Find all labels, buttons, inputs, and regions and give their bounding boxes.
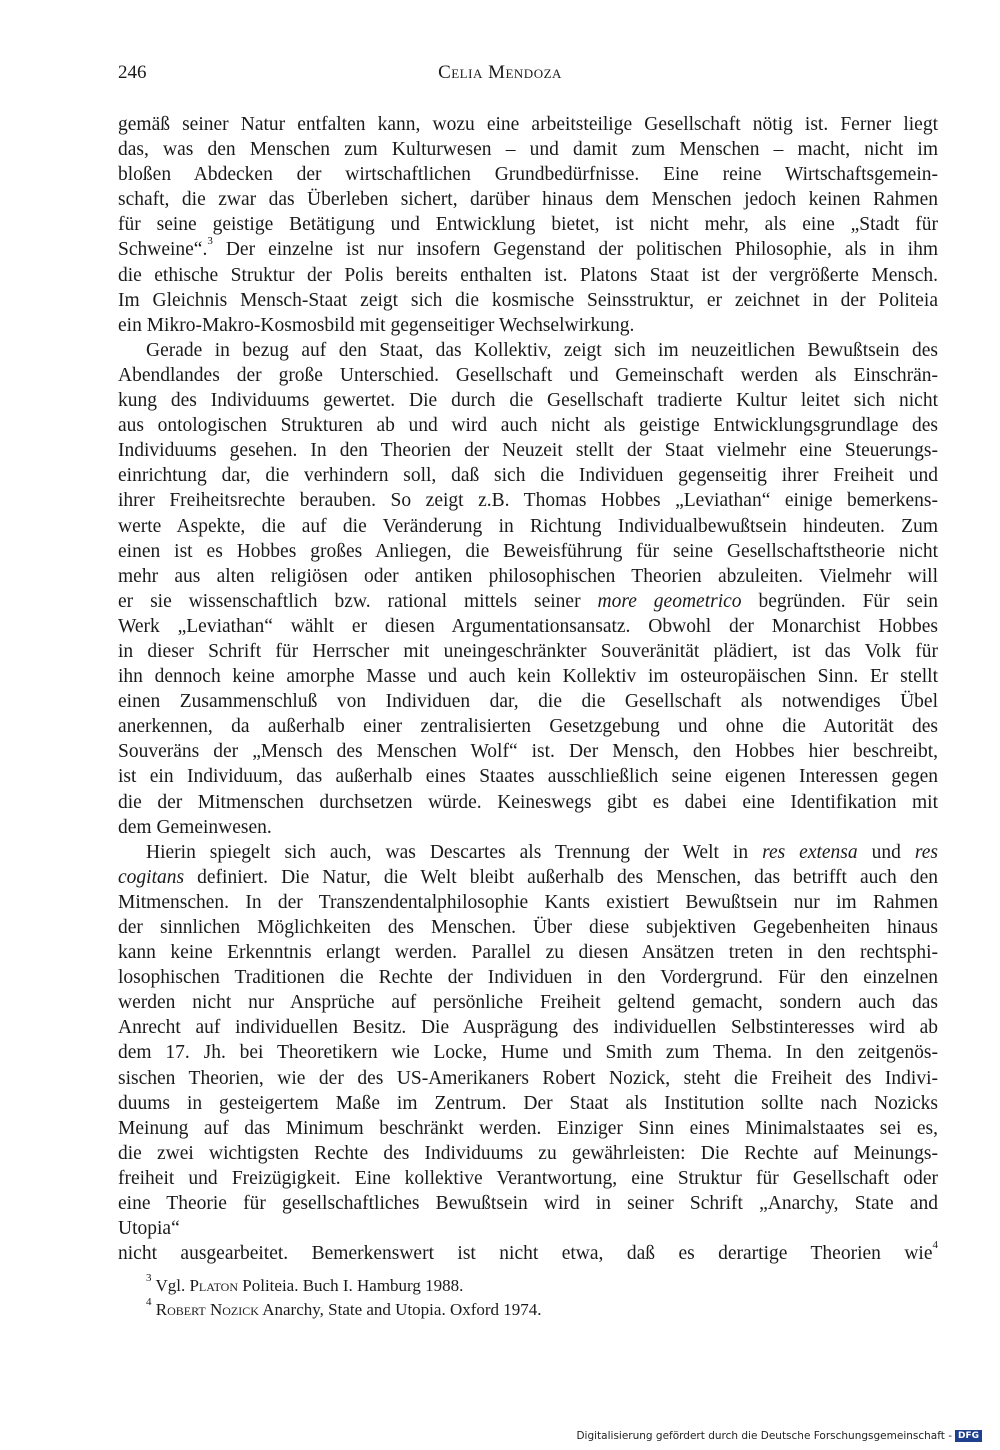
text-line: die ethische Struktur der Polis bereits enthalten ist. Platons Staat ist der vergrößerte Mensch.: [118, 264, 938, 286]
text-line: einen Zusammenschluß von Individuen dar, die die Gesellschaft als notwendiges Übel: [118, 691, 938, 713]
text-line: einrichtung dar, die verhindern soll, daß sich die Individuen gegenseitig ihrer Freiheit und: [118, 465, 938, 487]
text-line: der sinnlichen Möglichkeiten des Menschen. Über diese subjektiven Gegebenheiten hinaus: [118, 917, 938, 938]
text-line: er sie wissenschaftlich bzw. rational mittels seiner more geometrico begründen. Für sein: [118, 590, 939, 612]
text-line: Gerade in bezug auf den Staat, das Kollektiv, zeigt sich im neuzeitlichen Bewußtsein des: [146, 339, 938, 361]
text-line: werte Aspekte, die auf die Veränderung in Richtung Individualbewußtsein hindeuten. Zum: [118, 515, 938, 537]
text-line: anerkennen, da außerhalb einer zentralisierten Gesetzgebung und ohne die Autorität des: [118, 716, 938, 738]
page-number: 246: [118, 62, 147, 83]
text-line: die zwei wichtigsten Rechte des Individuums zu gewährleisten: Die Rechte auf Meinungs-: [118, 1142, 938, 1164]
body-text: [118, 112, 938, 1266]
text-line: ist ein Individuum, das außerhalb eines Staates ausschließlich seine eigenen Interessen gegen: [118, 766, 938, 788]
text-line: gemäß seiner Natur entfalten kann, wozu eine arbeitsteilige Gesellschaft nötig ist. Ferner liegt: [118, 114, 938, 135]
text-line: losophischen Traditionen die Rechte der Individuen in den Vordergrund. Für den einzelnen: [118, 967, 938, 989]
text-line: in dieser Schrift für Herrscher mit uneingeschränkter Souveränität plädiert, ist das Volk für: [118, 640, 938, 662]
text-line: schaft, die zwar das Überleben sichert, darüber hinaus dem Menschen jedoch keinen Rahmen: [118, 189, 938, 211]
text-line: Utopia“: [118, 1218, 180, 1240]
running-head: Celia Mendoza: [438, 62, 562, 83]
text-line: freiheit und Freizügigkeit. Eine kollektive Verantwortung, eine Struktur für Gesellschaft oder: [118, 1167, 938, 1189]
footnote-ref: 4: [932, 1239, 938, 1252]
text-line: Schweine“.$^3$ Der einzelne ist nur insofern Gegenstand der politischen Philosophie, als in ihm: [118, 235, 938, 261]
text-line: mehr aus alten religiösen oder antiken philosophischen Theorien abzuleiten. Vielmehr will: [118, 565, 938, 587]
text-line: die der Mitmenschen durchsetzen würde. Keineswegs gibt es dabei eine Identifikation mit: [118, 791, 938, 813]
digitization-credit: [576, 1430, 982, 1442]
footnotes: [146, 1274, 542, 1322]
text-line: dem Gemeinwesen.: [118, 816, 272, 838]
text-line: für seine geistige Betätigung und Entwicklung bietet, ist nicht mehr, als eine „Stadt für: [118, 214, 938, 236]
text-line: nicht ausgearbeitet. Bemerkenswert ist nicht etwa, daß es derartige Theorien wie$^4$: [118, 1239, 938, 1265]
text-line: Meinung auf das Minimum beschränkt werden. Einziger Sinn eines Minimalstaates sei es,: [118, 1117, 938, 1139]
text-line: kung des Individuums gewertet. Die durch die Gesellschaft tradierte Kultur leitet sich nicht: [118, 390, 938, 412]
text-line: ihn dennoch keine amorphe Masse und auch kein Kollektiv im osteuropäischen Sinn. Er stellt: [118, 666, 938, 688]
footnote-author: Robert Nozick: [155, 1300, 259, 1319]
text-line: aus ontologischen Strukturen ab und wird auch nicht als geistige Entwicklungsgrundlage des: [118, 415, 938, 437]
text-line: cogitans definiert. Die Natur, die Welt bleibt außerhalb des Menschen, das betrifft auch den: [118, 866, 938, 888]
text-line: eine Theorie für gesellschaftliches Bewußtsein wird in seiner Schrift „Anarchy, State and: [118, 1193, 938, 1215]
text-line: Werk „Leviathan“ wählt er diesen Argumentationsansatz. Obwohl der Monarchist Hobbes: [118, 615, 938, 637]
text-line: ein Mikro-Makro-Kosmosbild mit gegenseitiger Wechselwirkung.: [118, 314, 635, 336]
footnote-number: 3: [146, 1272, 152, 1284]
footnote: $^4$ Robert Nozick Anarchy, State and Utopia. Oxford 1974.: [146, 1296, 542, 1319]
text-line: dem 17. Jh. bei Theoretikern wie Locke, Hume und Smith zum Thema. In den zeitgenös-: [118, 1042, 938, 1064]
text-line: bloßen Abdecken der wirtschaftlichen Grundbedürfnisse. Eine reine Wirtschaftsgemein-: [118, 164, 938, 186]
text-line: sischen Theorien, wie der des US-Amerikaners Robert Nozick, steht die Freiheit des Indivi-: [118, 1067, 938, 1089]
text-line: einen ist es Hobbes großes Anliegen, die Beweisführung für seine Gesellschaftstheorie nicht: [118, 540, 938, 562]
text-line: das, was den Menschen zum Kulturwesen – und damit zum Menschen – macht, nicht im: [118, 139, 938, 161]
footnote-ref: 3: [207, 235, 213, 248]
dfg-logo: DFG: [955, 1430, 982, 1442]
text-line: Hierin spiegelt sich auch, was Descartes als Trennung der Welt in res extensa und res: [146, 841, 938, 863]
footnote-number: 4: [146, 1296, 152, 1308]
footnote-author: Platon: [189, 1276, 239, 1295]
text-line: Im Gleichnis Mensch-Staat zeigt sich die kosmische Seinsstruktur, er zeichnet in der Politeia: [118, 289, 938, 311]
credit-text: Digitalisierung gefördert durch die Deutsche Forschungsgemeinschaft -: [576, 1430, 952, 1442]
footnote: $^3$ Vgl. Platon Politeia. Buch I. Hamburg 1988.: [146, 1272, 464, 1295]
text-line: Mitmenschen. In der Transzendentalphilosophie Kants existiert Bewußtsein nur im Rahmen: [118, 891, 938, 913]
text-line: kann keine Erkenntnis erlangt werden. Parallel zu diesen Ansätzen treten in den rechtsphi-: [118, 942, 938, 964]
text-line: Individuums gesehen. In den Theorien der Neuzeit stellt der Staat vielmehr eine Steuerungs-: [118, 440, 938, 462]
text-line: ihrer Freiheitsrechte berauben. So zeigt z.B. Thomas Hobbes „Leviathan“ einige bemerkens-: [118, 490, 938, 512]
text-line: duums in gesteigertem Maße im Zentrum. Der Staat als Institution sollte nach Nozicks: [118, 1092, 938, 1114]
text-line: werden nicht nur Ansprüche auf persönliche Freiheit geltend gemacht, sondern auch das: [118, 992, 938, 1014]
text-line: Souveräns der „Mensch des Menschen Wolf“ ist. Der Mensch, den Hobbes hier beschreibt,: [118, 741, 938, 763]
text-line: Anrecht auf individuellen Besitz. Die Ausprägung des individuellen Selbstinteresses wird ab: [118, 1017, 938, 1039]
text-line: Abendlandes der große Unterschied. Gesellschaft und Gemeinschaft werden als Einschrän-: [118, 364, 938, 386]
